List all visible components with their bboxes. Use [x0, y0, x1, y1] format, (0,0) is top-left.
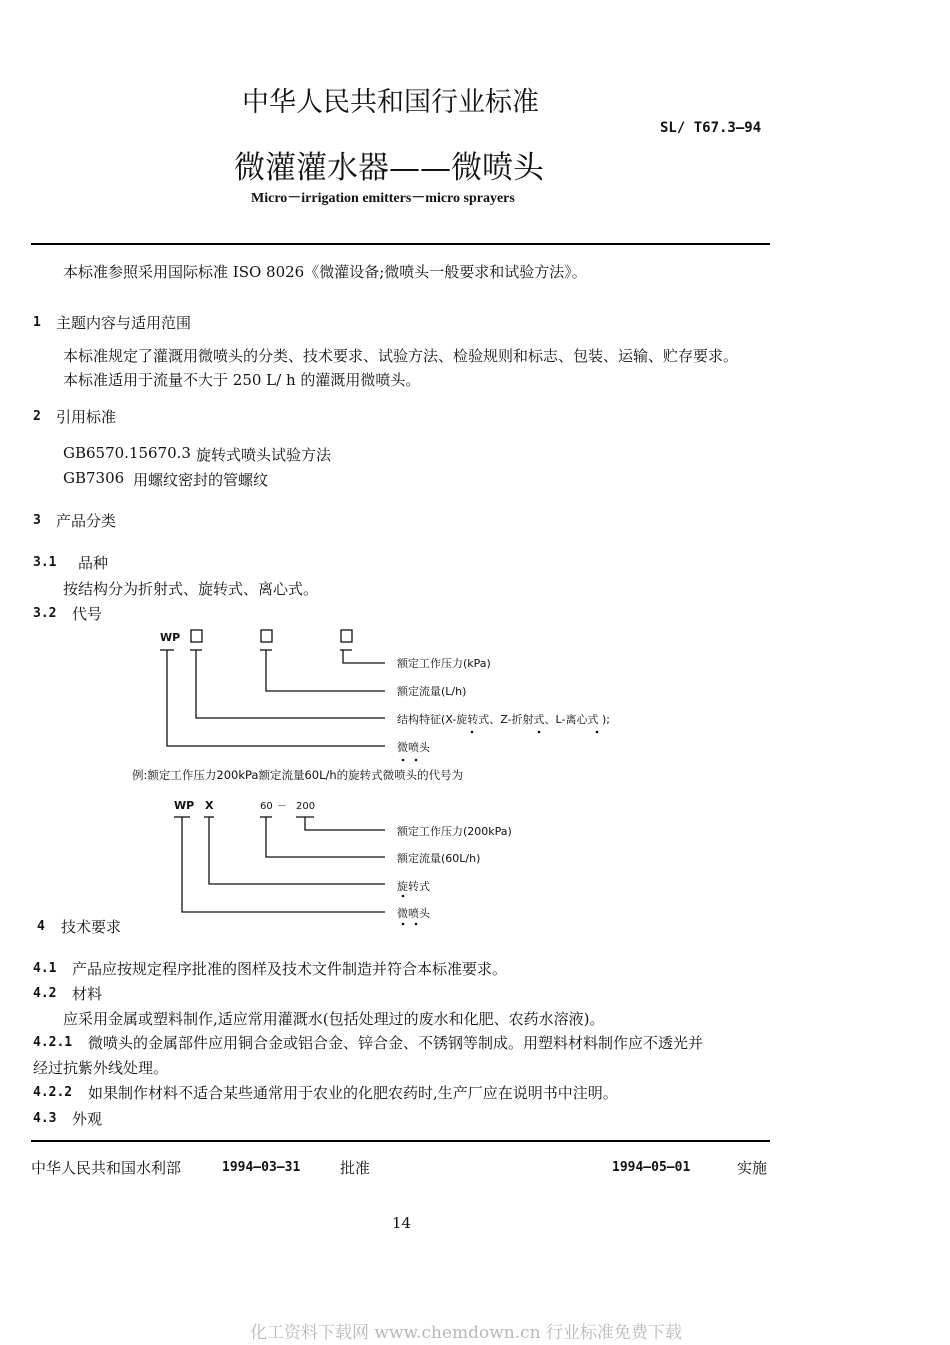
- section-3-1-title: 品种: [78, 554, 109, 572]
- diagram-2-leader-type: [209, 817, 385, 884]
- section-4-3-number: 4.3: [33, 1111, 57, 1126]
- footer-implementation-date: 1994—05—01: [612, 1160, 691, 1175]
- diagram-2-code-wp: WP: [174, 799, 195, 812]
- section-3-2-number: 3.2: [33, 606, 57, 621]
- diagram-2-code-60: 60: [260, 801, 273, 812]
- footer-approve-date: 1994—03—31: [222, 1160, 301, 1175]
- diagram-2-leader-wp: [182, 817, 385, 912]
- diagram-2-leader-flow: [266, 817, 385, 857]
- reference-1-code: GB6570.15670.3: [63, 444, 191, 462]
- diagram-1-box-pressure: [341, 630, 352, 642]
- reference-2-name: 用螺纹密封的管螺纹: [133, 471, 269, 489]
- section-4-2-1-text: 微喷头的金属部件应用铜合金或铝合金、锌合金、不锈钢等制成。用塑料材料制作应不透光并: [88, 1034, 704, 1052]
- section-4-2-1-text-cont: 经过抗紫外线处理。: [33, 1059, 169, 1077]
- diagram-1-label-sprayer: 微喷头: [397, 741, 430, 754]
- document-title: 微灌灌水器——微喷头: [234, 150, 544, 186]
- section-4-1-text: 产品应按规定程序批准的图样及技术文件制造并符合本标准要求。: [72, 960, 508, 978]
- section-4-2-2-number: 4.2.2: [33, 1085, 73, 1100]
- section-4-2-text: 应采用金属或塑料制作,适应常用灌溉水(包括处理过的废水和化肥、农药水溶液)。: [63, 1010, 605, 1028]
- page-number: 14: [392, 1214, 412, 1232]
- section-4-2-2-text: 如果制作材料不适合某些通常用于农业的化肥农药时,生产厂应在说明书中注明。: [88, 1084, 618, 1102]
- section-3-1-number: 3.1: [33, 555, 57, 570]
- example-caption: 例:额定工作压力200kPa额定流量60L/h的旋转式微喷头的代号为: [132, 768, 464, 782]
- footer-rule: [31, 1140, 770, 1142]
- section-2-number: 2: [33, 409, 41, 424]
- section-4-3-title: 外观: [72, 1110, 103, 1128]
- section-2-title: 引用标准: [56, 408, 117, 426]
- diagram-2-code-x: X: [205, 799, 214, 812]
- footer-ministry: 中华人民共和国水利部: [31, 1159, 182, 1177]
- section-1-line-1: 本标准规定了灌溉用微喷头的分类、技术要求、试验方法、检验规则和标志、包装、运输、贮存要求。: [63, 347, 739, 365]
- section-4-2-1-number: 4.2.1: [33, 1035, 73, 1050]
- diagram-1-box-structure: [191, 630, 202, 642]
- org-title: 中华人民共和国行业标准: [242, 87, 539, 118]
- diagram-1-label-pressure: 额定工作压力(kPa): [397, 657, 491, 670]
- standard-code: SL/ T67.3—94: [660, 120, 762, 136]
- section-1-number: 1: [33, 315, 41, 330]
- footer-implementation-label: 实施: [737, 1159, 768, 1177]
- diagram-2-label-type: 旋转式: [397, 880, 430, 893]
- intro-text: 本标准参照采用国际标准 ISO 8026《微灌设备;微喷头一般要求和试验方法》。: [63, 263, 587, 281]
- diagram-1-prefix: WP: [160, 631, 181, 644]
- diagram-1-label-flow: 额定流量(L/h): [397, 685, 467, 698]
- section-3-2-title: 代号: [72, 605, 103, 623]
- diagram-1-label-structure: 结构特征(X-旋转式、Z-折射式、L-离心式 );: [397, 713, 610, 726]
- section-4-2-number: 4.2: [33, 986, 57, 1001]
- diagram-2-label-sprayer: 微喷头: [397, 907, 430, 920]
- diagram-1-leader-structure: [196, 650, 385, 718]
- diagram-2-code-dash: －: [277, 801, 287, 812]
- section-3-title: 产品分类: [56, 512, 117, 530]
- section-4-number: 4: [37, 919, 45, 934]
- section-4-1-number: 4.1: [33, 961, 57, 976]
- footer-approve-label: 批准: [340, 1159, 371, 1177]
- section-4-2-title: 材料: [72, 985, 103, 1003]
- section-1-line-2: 本标准适用于流量不大于 250 L/ h 的灌溉用微喷头。: [63, 371, 421, 389]
- diagram-2-label-pressure: 额定工作压力(200kPa): [397, 825, 512, 838]
- diagram-1-leader-pressure: [343, 650, 385, 663]
- diagram-2-label-flow: 额定流量(60L/h): [397, 852, 481, 865]
- diagram-1-leader-wp: [167, 650, 385, 746]
- watermark: 化工资料下载网 www.chemdown.cn 行业标准免费下载: [250, 1323, 682, 1343]
- diagram-1-leader-flow: [266, 650, 385, 691]
- reference-1-name: 旋转式喷头试验方法: [196, 446, 332, 464]
- section-3-number: 3: [33, 513, 41, 528]
- diagram-2-leader-pressure: [305, 817, 385, 830]
- reference-2-code: GB7306: [63, 469, 125, 487]
- diagram-1-box-flow: [261, 630, 272, 642]
- section-3-1-text: 按结构分为折射式、旋转式、离心式。: [63, 580, 319, 598]
- english-title: Micro－irrigation emitters－micro sprayers: [251, 191, 515, 206]
- diagram-2-code-200: 200: [296, 801, 316, 812]
- section-1-title: 主题内容与适用范围: [56, 314, 192, 332]
- section-4-title: 技术要求: [61, 918, 122, 936]
